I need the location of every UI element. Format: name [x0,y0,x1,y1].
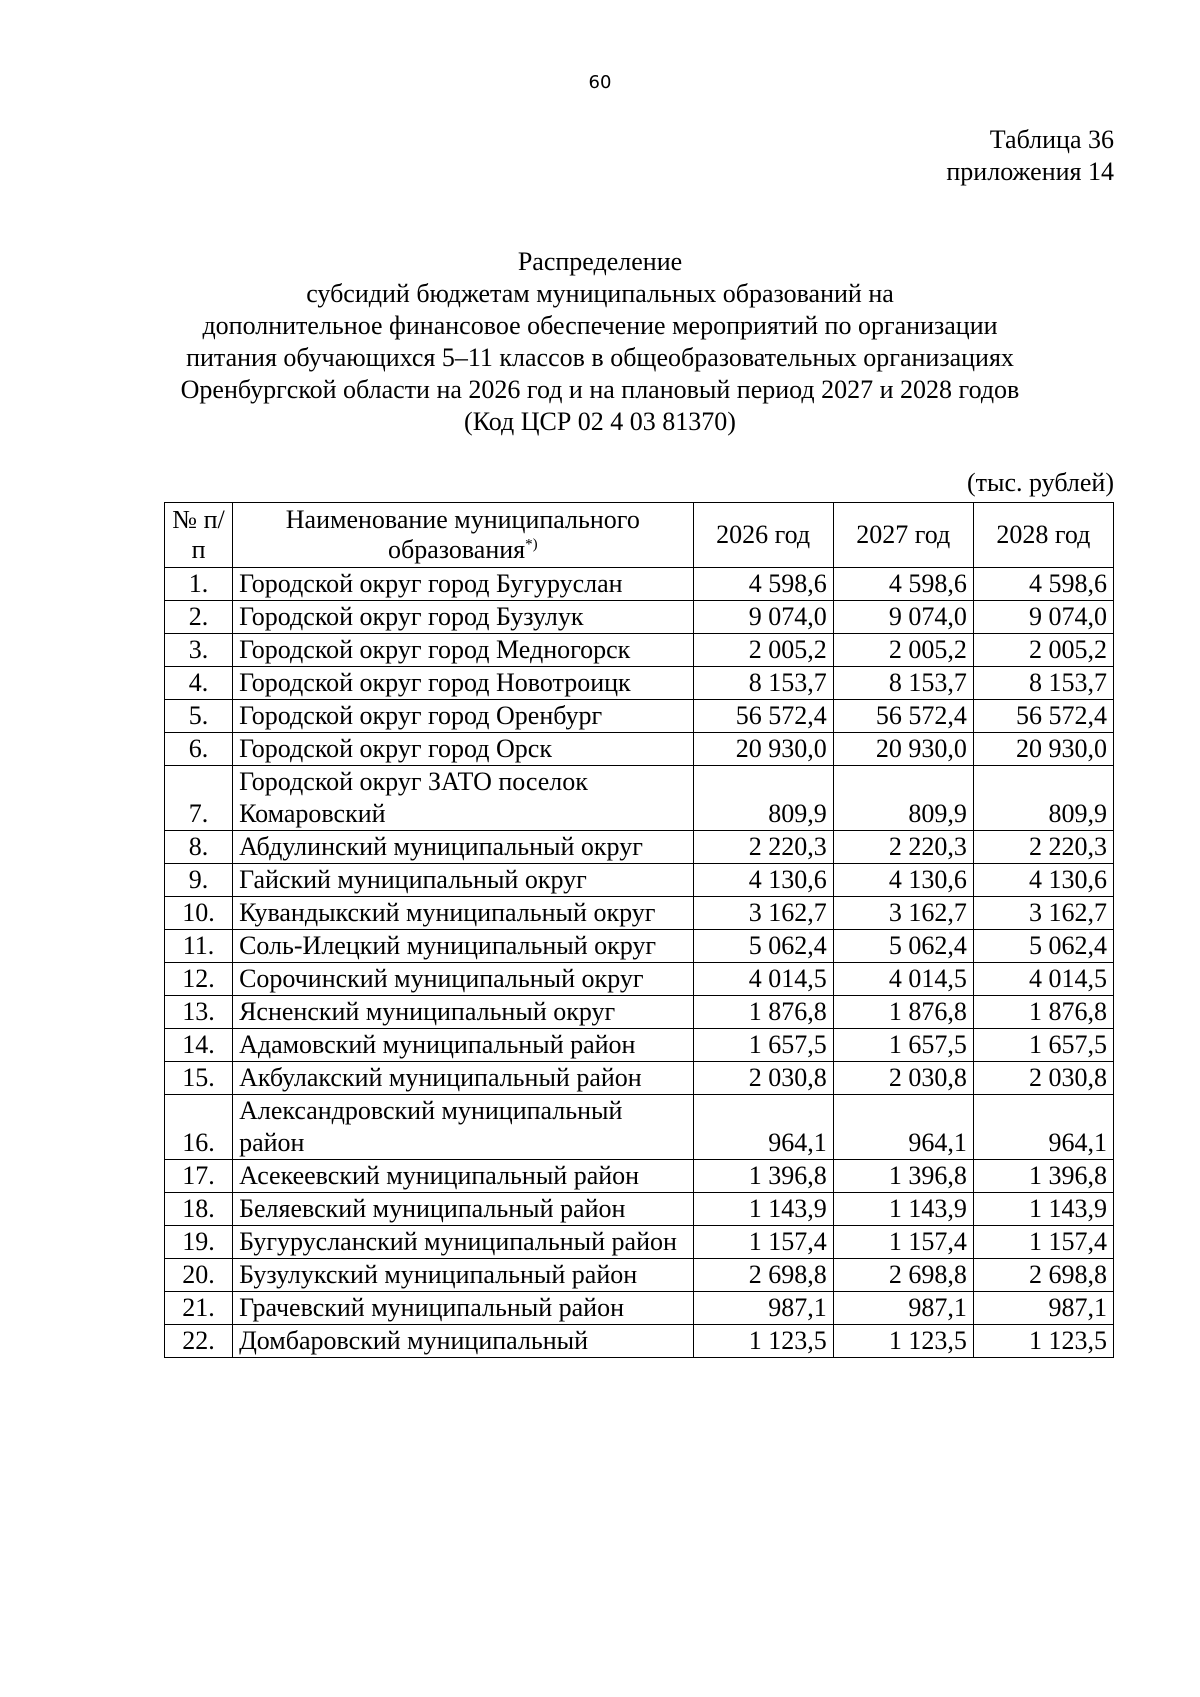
table-row [165,1259,1114,1292]
row-number: 1. [165,568,233,601]
row-value-2028: 2 030,8 [973,1062,1113,1095]
row-municipality-name: Городской округ город Бузулук [233,601,693,634]
row-value-2027: 8 153,7 [833,667,973,700]
row-value-2028: 1 143,9 [973,1193,1113,1226]
row-number: 9. [165,864,233,897]
row-value-2028: 1 657,5 [973,1029,1113,1062]
header-name-footnote-mark: *) [525,536,538,553]
row-value-2026: 8 153,7 [693,667,833,700]
row-value-2028: 1 876,8 [973,996,1113,1029]
table-row [165,766,1114,831]
row-number: 17. [165,1160,233,1193]
row-municipality-name: Адамовский муниципальный район [233,1029,693,1062]
table-row [165,930,1114,963]
row-value-2026: 1 143,9 [693,1193,833,1226]
table-reference [946,124,1114,188]
row-value-2026: 4 598,6 [693,568,833,601]
row-value-2028: 987,1 [973,1292,1113,1325]
table-row [165,634,1114,667]
row-value-2027: 964,1 [833,1095,973,1160]
row-value-2026: 4 014,5 [693,963,833,996]
page-number: 60 [588,72,612,93]
row-value-2028: 8 153,7 [973,667,1113,700]
table-row [165,831,1114,864]
document-title [0,246,1200,438]
header-name [233,503,693,568]
row-value-2026: 1 396,8 [693,1160,833,1193]
row-value-2027: 1 876,8 [833,996,973,1029]
row-value-2028: 2 005,2 [973,634,1113,667]
table-header-row [165,503,1114,568]
units-label: (тыс. рублей) [966,468,1114,497]
row-value-2026: 1 876,8 [693,996,833,1029]
row-value-2026: 1 657,5 [693,1029,833,1062]
row-municipality-name: Городской округ город Оренбург [233,700,693,733]
table-row [165,1062,1114,1095]
row-number: 18. [165,1193,233,1226]
row-number: 7. [165,766,233,831]
title-line-5: Оренбургской области на 2026 год и на плановый период 2027 и 2028 годов [180,375,1020,404]
header-2026: 2026 год [693,503,833,568]
row-value-2027: 1 657,5 [833,1029,973,1062]
row-number: 6. [165,733,233,766]
row-municipality-name: Кувандыкский муниципальный округ [233,897,693,930]
table-row [165,864,1114,897]
row-value-2027: 4 598,6 [833,568,973,601]
table-row [165,963,1114,996]
row-value-2027: 2 698,8 [833,1259,973,1292]
row-value-2027: 2 220,3 [833,831,973,864]
row-value-2026: 20 930,0 [693,733,833,766]
row-value-2026: 2 030,8 [693,1062,833,1095]
row-value-2026: 3 162,7 [693,897,833,930]
row-municipality-name: Александровский муниципальный район [233,1095,693,1160]
row-number: 19. [165,1226,233,1259]
row-value-2028: 1 157,4 [973,1226,1113,1259]
row-value-2026: 2 698,8 [693,1259,833,1292]
row-number: 20. [165,1259,233,1292]
row-value-2028: 4 598,6 [973,568,1113,601]
row-number: 15. [165,1062,233,1095]
row-value-2027: 1 396,8 [833,1160,973,1193]
row-number: 4. [165,667,233,700]
row-municipality-name: Грачевский муниципальный район [233,1292,693,1325]
row-number: 21. [165,1292,233,1325]
row-value-2026: 964,1 [693,1095,833,1160]
row-number: 11. [165,930,233,963]
row-municipality-name: Абдулинский муниципальный округ [233,831,693,864]
row-value-2028: 4 130,6 [973,864,1113,897]
row-number: 12. [165,963,233,996]
row-value-2026: 56 572,4 [693,700,833,733]
row-municipality-name: Городской округ город Медногорск [233,634,693,667]
table-row [165,1160,1114,1193]
row-value-2027: 4 014,5 [833,963,973,996]
row-value-2028: 1 396,8 [973,1160,1113,1193]
row-value-2027: 987,1 [833,1292,973,1325]
row-number: 14. [165,1029,233,1062]
row-number: 16. [165,1095,233,1160]
row-value-2027: 4 130,6 [833,864,973,897]
row-value-2027: 9 074,0 [833,601,973,634]
title-line-3: дополнительное финансовое обеспечение мероприятий по организации [202,311,998,340]
table-row [165,601,1114,634]
row-value-2028: 809,9 [973,766,1113,831]
row-value-2027: 5 062,4 [833,930,973,963]
table-row [165,1029,1114,1062]
table-row [165,700,1114,733]
row-value-2026: 2 005,2 [693,634,833,667]
row-value-2026: 1 157,4 [693,1226,833,1259]
header-2027: 2027 год [833,503,973,568]
subsidy-table [164,502,1114,1358]
table-row [165,733,1114,766]
row-value-2028: 964,1 [973,1095,1113,1160]
row-number: 8. [165,831,233,864]
row-value-2028: 2 698,8 [973,1259,1113,1292]
row-value-2026: 1 123,5 [693,1325,833,1358]
row-municipality-name: Домбаровский муниципальный [233,1325,693,1358]
row-municipality-name: Гайский муниципальный округ [233,864,693,897]
row-value-2028: 56 572,4 [973,700,1113,733]
table-row [165,996,1114,1029]
table-row [165,897,1114,930]
title-line-4: питания обучающихся 5–11 классов в общеобразовательных организациях [186,343,1014,372]
row-number: 3. [165,634,233,667]
row-number: 13. [165,996,233,1029]
header-name-text: Наименование муниципального образования [285,505,640,564]
table-row [165,1226,1114,1259]
row-municipality-name: Сорочинский муниципальный округ [233,963,693,996]
row-value-2027: 809,9 [833,766,973,831]
row-municipality-name: Беляевский муниципальный район [233,1193,693,1226]
row-value-2027: 2 030,8 [833,1062,973,1095]
row-municipality-name: Городской округ город Бугуруслан [233,568,693,601]
table-row [165,1095,1114,1160]
row-value-2026: 9 074,0 [693,601,833,634]
row-municipality-name: Городской округ город Орск [233,733,693,766]
row-value-2028: 5 062,4 [973,930,1113,963]
table-body [165,568,1114,1358]
row-value-2026: 809,9 [693,766,833,831]
row-value-2028: 20 930,0 [973,733,1113,766]
title-line-1: Распределение [517,247,683,276]
title-line-2: субсидий бюджетам муниципальных образований на [306,279,894,308]
row-value-2027: 20 930,0 [833,733,973,766]
row-value-2026: 4 130,6 [693,864,833,897]
row-value-2026: 987,1 [693,1292,833,1325]
row-number: 2. [165,601,233,634]
row-value-2027: 3 162,7 [833,897,973,930]
row-value-2027: 1 123,5 [833,1325,973,1358]
row-value-2028: 2 220,3 [973,831,1113,864]
header-number: № п/п [165,503,233,568]
row-number: 22. [165,1325,233,1358]
row-municipality-name: Городской округ город Новотроицк [233,667,693,700]
table-reference-line-1: Таблица 36 [989,125,1114,154]
table-reference-line-2: приложения 14 [946,157,1114,186]
table-row [165,667,1114,700]
row-value-2027: 2 005,2 [833,634,973,667]
row-value-2027: 1 157,4 [833,1226,973,1259]
row-value-2028: 1 123,5 [973,1325,1113,1358]
title-line-6: (Код ЦСР 02 4 03 81370) [464,407,736,436]
row-number: 5. [165,700,233,733]
row-value-2028: 4 014,5 [973,963,1113,996]
row-number: 10. [165,897,233,930]
row-value-2026: 5 062,4 [693,930,833,963]
row-value-2028: 3 162,7 [973,897,1113,930]
row-municipality-name: Бугурусланский муниципальный район [233,1226,693,1259]
row-municipality-name: Соль-Илецкий муниципальный округ [233,930,693,963]
row-value-2028: 9 074,0 [973,601,1113,634]
row-value-2027: 1 143,9 [833,1193,973,1226]
row-value-2026: 2 220,3 [693,831,833,864]
row-municipality-name: Бузулукский муниципальный район [233,1259,693,1292]
table-row [165,1325,1114,1358]
row-municipality-name: Акбулакский муниципальный район [233,1062,693,1095]
table-row [165,1193,1114,1226]
row-municipality-name: Городской округ ЗАТО поселок Комаровский [233,766,693,831]
table-row [165,568,1114,601]
row-municipality-name: Ясненский муниципальный округ [233,996,693,1029]
row-municipality-name: Асекеевский муниципальный район [233,1160,693,1193]
header-2028: 2028 год [973,503,1113,568]
table-row [165,1292,1114,1325]
row-value-2027: 56 572,4 [833,700,973,733]
